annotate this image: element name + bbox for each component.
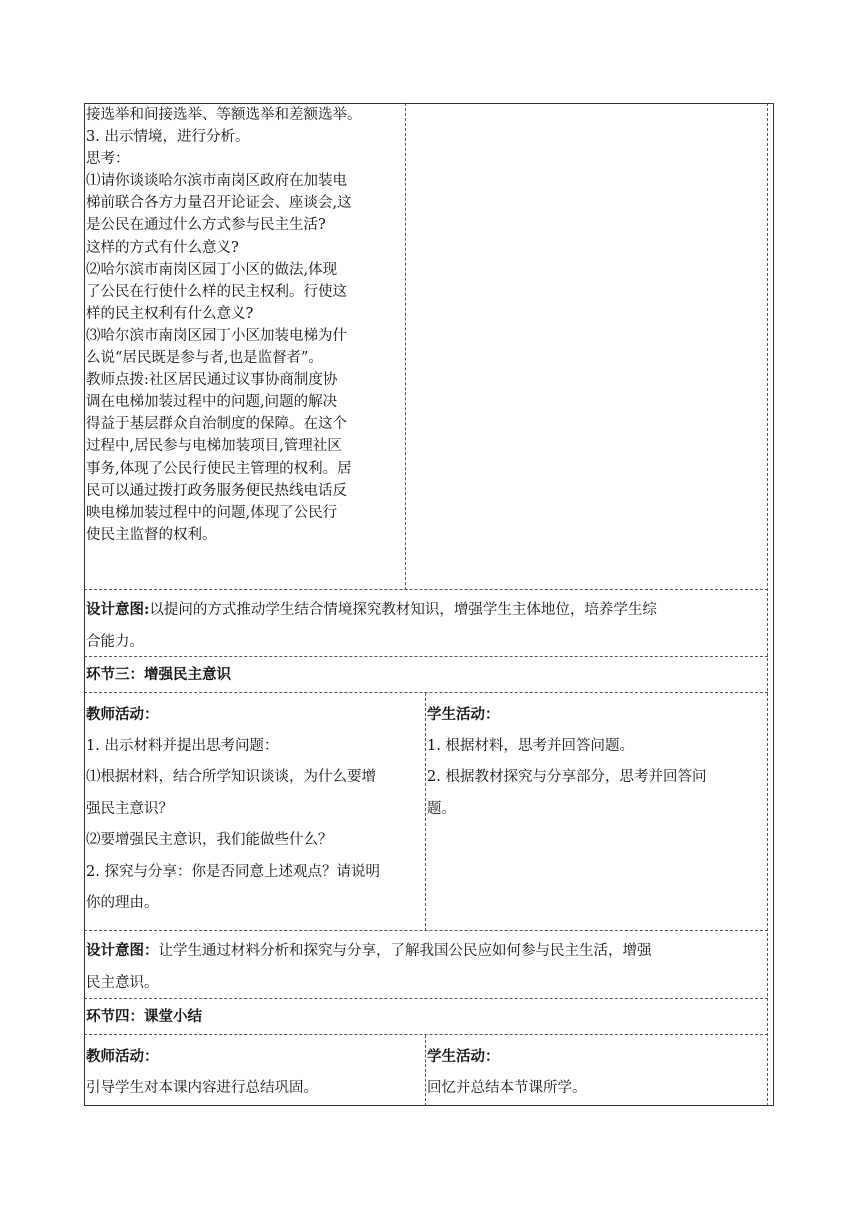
text-line: 这样的方式有什么意义?: [86, 239, 239, 256]
section3-student-activity: [427, 699, 772, 825]
text-line: 是公民在通过什么方式参与民主生活?: [86, 217, 326, 234]
teacher-activity-label: 教师活动：: [86, 706, 159, 723]
text-line: ⑴请你谈谈哈尔滨市南岗区政府在加装电: [86, 173, 347, 190]
design-intent-label: 设计意图：: [86, 942, 159, 959]
column-divider-section4: [425, 1035, 426, 1106]
text-line: 样的民主权利有什么意义?: [86, 305, 254, 322]
text-line: 思考：: [86, 151, 130, 168]
text-line: 回忆并总结本节课所学。: [427, 1079, 587, 1096]
text-line: 引导学生对本课内容进行总结巩固。: [86, 1079, 318, 1096]
section3-title: 环节三：增强民主意识: [86, 666, 231, 683]
text-line: ⑵哈尔滨市南岗区园丁小区的做法,体现: [86, 261, 338, 278]
design-intent-text-cont: 民主意识。: [86, 974, 159, 991]
design-intent-label: 设计意图:: [86, 601, 150, 618]
text-line: 1. 根据材料，思考并回答问题。: [427, 737, 634, 754]
section4-teacher-activity: [86, 1041, 421, 1104]
design-intent-text: 让学生通过材料分析和探究与分享，了解我国公民应如何参与民主生活，增强: [158, 943, 652, 959]
text-line: ⑴根据材料，结合所学知识谈谈，为什么要增: [86, 769, 376, 785]
section4-student-activity: [427, 1041, 762, 1104]
text-line: 调在电梯加装过程中的问题,问题的解决: [86, 394, 338, 411]
text-line: 了公民在行使什么样的民主权利。行使这: [86, 283, 347, 300]
text-line: 你的理由。: [86, 895, 159, 911]
design-intent-text-cont: 合能力。: [86, 633, 144, 650]
top-left-text: [86, 104, 416, 546]
teacher-activity-label: 教师活动：: [86, 1048, 159, 1065]
text-line: 教师点拨:社区居民通过议事协商制度协: [86, 372, 338, 389]
student-activity-label: 学生活动：: [427, 706, 500, 723]
design-intent-2: [86, 935, 771, 999]
text-line: 事务,体现了公民行使民主管理的权利。居: [86, 460, 352, 477]
text-line: 3. 出示情境，进行分析。: [86, 129, 250, 146]
text-line: 得益于基层群众自治制度的保障。在这个: [86, 416, 347, 433]
text-line: 接选举和间接选举、等额选举和差额选举。: [86, 107, 362, 123]
text-line: 映电梯加装过程中的问题,体现了公民行: [86, 504, 338, 521]
design-intent-1: [86, 594, 771, 658]
text-line: 么说“居民既是参与者,也是监督者”。: [86, 350, 323, 367]
text-line: 强民主意识？: [86, 800, 173, 817]
text-line: 2. 探究与分享：你是否同意上述观点？请说明: [86, 863, 380, 880]
text-line: 民可以通过拨打政务服务便民热线电话反: [86, 482, 347, 499]
section3-teacher-activity: [86, 699, 431, 920]
text-line: 2. 根据教材探究与分享部分，思考并回答问: [427, 769, 707, 785]
text-line: 过程中,居民参与电梯加装项目,管理社区: [86, 438, 342, 455]
section4-title: 环节四：课堂小结: [86, 1008, 202, 1025]
student-activity-label: 学生活动：: [427, 1048, 500, 1065]
text-line: 梯前联合各方力量召开论证会、座谈会,这: [86, 195, 352, 212]
text-line: 使民主监督的权利。: [86, 526, 217, 543]
text-line: 1. 出示材料并提出思考问题：: [86, 737, 279, 754]
text-line: 题。: [427, 800, 456, 817]
design-intent-text: 以提问的方式推动学生结合情境探究教材知识，增强学生主体地位，培养学生综: [149, 602, 657, 618]
text-line: ⑶哈尔滨市南岗区园丁小区加装电梯为什: [86, 327, 347, 344]
text-line: ⑵要增强民主意识，我们能做些什么？: [86, 832, 333, 848]
